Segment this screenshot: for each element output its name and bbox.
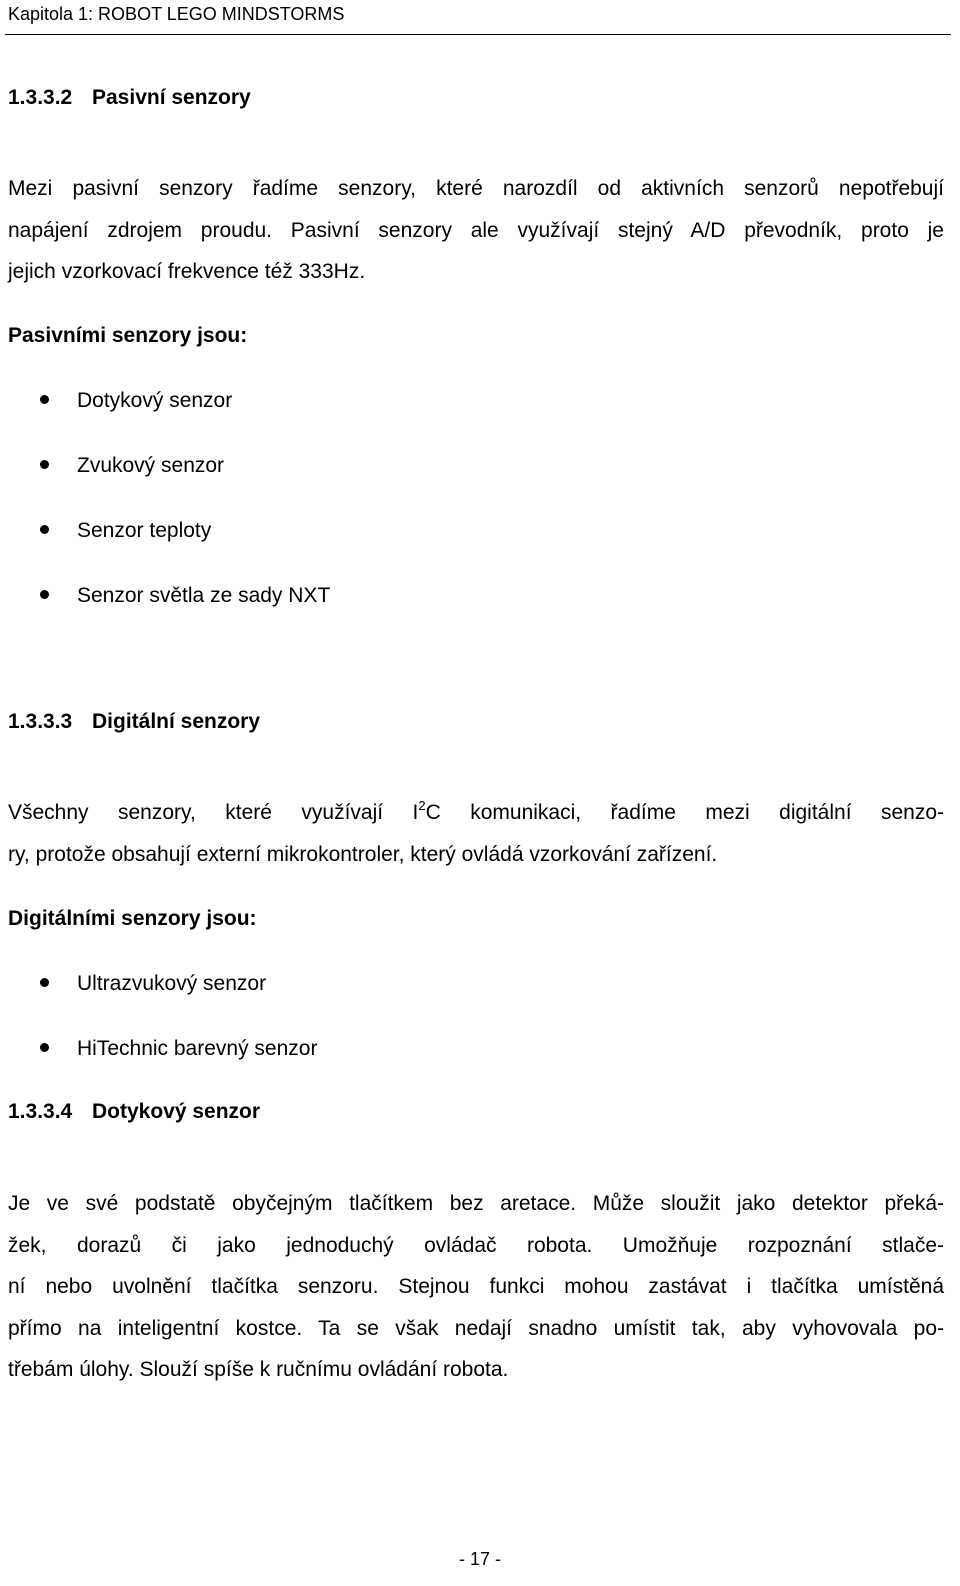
- section-number: 1.3.3.3: [8, 710, 73, 733]
- paragraph-line: přímo na inteligentní kostce. Ta se však nedají snadno umístit tak, aby vyhovovala po-: [8, 1316, 944, 1340]
- running-header: Kapitola 1: ROBOT LEGO MINDSTORMS: [8, 4, 345, 24]
- bullet-icon: [40, 978, 49, 987]
- list-item: Ultrazvukový senzor: [40, 971, 266, 997]
- header-divider: [5, 34, 951, 35]
- section-heading-touch: [8, 1099, 260, 1125]
- paragraph-touch: [8, 1183, 944, 1391]
- paragraph-line: Je ve své podstatě obyčejným tlačítkem bez aretace. Může sloužit jako detektor překá-: [8, 1192, 944, 1215]
- paragraph-line: Všechny senzory, které využívají $I^2C$ komunikaci, řadíme mezi digitální senzo-: [8, 798, 945, 824]
- page-number: - 17 -: [458, 1549, 501, 1569]
- paragraph-line: napájení zdrojem proudu. Pasivní senzory ale využívají stejný A/D převodník, proto je: [8, 218, 944, 242]
- bullet-icon: [40, 590, 49, 599]
- paragraph-line: ní nebo uvolnění tlačítka senzoru. Stejnou funkci mohou zastávat i tlačítka umístěná: [8, 1275, 944, 1298]
- bullet-icon: [40, 525, 49, 534]
- section-title: Pasivní senzory: [92, 86, 251, 109]
- section-title: Dotykový senzor: [92, 1100, 261, 1123]
- section-heading-digital: [8, 709, 260, 735]
- list-item: Dotykový senzor: [40, 388, 232, 414]
- paragraph-line: třebám úlohy. Slouží spíše k ručnímu ovládání robota.: [8, 1358, 509, 1381]
- section-heading-passive: [8, 85, 251, 111]
- paragraph-line: žek, dorazů či jako jednoduchý ovládač robota. Umožňuje rozpoznání stlače-: [8, 1233, 944, 1257]
- list-item: HiTechnic barevný senzor: [40, 1036, 317, 1062]
- section-number: 1.3.3.4: [8, 1100, 73, 1123]
- paragraph-line: ry, protože obsahují externí mikrokontroler, který ovládá vzorkování zařízení.: [8, 842, 718, 866]
- paragraph-line: Mezi pasivní senzory řadíme senzory, které narozdíl od aktivních senzorů nepotřebují: [8, 177, 944, 200]
- bullet-icon: [40, 395, 49, 404]
- list-label-passive: Pasivními senzory jsou:: [8, 324, 248, 347]
- bullet-icon: [40, 1043, 49, 1052]
- list-item: Zvukový senzor: [40, 453, 224, 479]
- list-item: Senzor teploty: [40, 518, 211, 544]
- list-label-digital: Digitálními senzory jsou:: [8, 907, 257, 930]
- list-item: Senzor světla ze sady NXT: [40, 583, 330, 609]
- paragraph-digital: [8, 792, 944, 875]
- section-title: Digitální senzory: [92, 710, 261, 733]
- paragraph-passive: [8, 168, 944, 293]
- bullet-icon: [40, 460, 49, 469]
- paragraph-line: jejich vzorkovací frekvence též 333Hz.: [8, 260, 366, 283]
- section-number: 1.3.3.2: [8, 86, 73, 109]
